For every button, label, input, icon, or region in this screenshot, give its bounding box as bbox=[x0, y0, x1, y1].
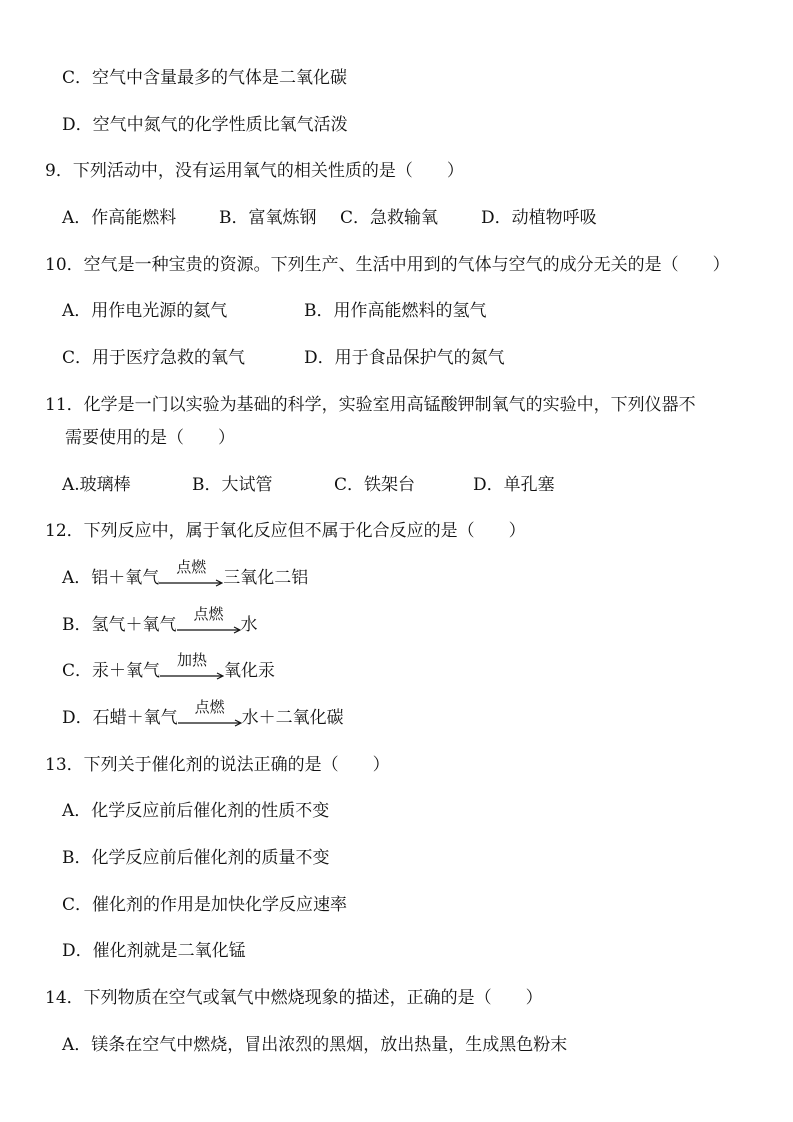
q12-c-products: 氧化汞 bbox=[224, 661, 276, 681]
reaction-arrow bbox=[160, 651, 224, 682]
right-arrow-icon bbox=[178, 719, 242, 727]
q12-d-reactants: D．石蜡＋氧气 bbox=[62, 708, 178, 728]
q11-option-a: A.玻璃棒 bbox=[62, 475, 131, 495]
reaction-condition: 点燃 bbox=[193, 605, 224, 623]
q12-b-products: 水 bbox=[240, 615, 258, 635]
right-arrow-icon bbox=[177, 626, 241, 634]
q10-option-c: C．用于医疗急救的氧气 bbox=[62, 348, 246, 368]
q12-option-c bbox=[62, 651, 276, 682]
right-arrow-icon bbox=[160, 672, 224, 680]
reaction-condition: 点燃 bbox=[194, 698, 225, 716]
q12-b-reactants: B．氢气＋氧气 bbox=[62, 615, 177, 635]
reaction-arrow bbox=[159, 558, 223, 589]
q12-a-reactants: A．铝＋氧气 bbox=[62, 568, 160, 588]
q10-options-row1 bbox=[62, 300, 762, 322]
q9-option-b: B．富氧炼钢 bbox=[219, 208, 317, 228]
q8-option-c: C．空气中含量最多的气体是二氧化碳 bbox=[62, 68, 348, 88]
reaction-condition: 加热 bbox=[177, 651, 208, 669]
q13-option-d: D．催化剂就是二氧化锰 bbox=[62, 941, 246, 961]
q11-option-d: D．单孔塞 bbox=[473, 475, 555, 495]
q9-option-d: D．动植物呼吸 bbox=[481, 208, 597, 228]
q13-option-b: B．化学反应前后催化剂的质量不变 bbox=[62, 848, 330, 868]
q10-options-row2 bbox=[62, 347, 762, 369]
q10-stem: 10．空气是一种宝贵的资源。下列生产、生活中用到的气体与空气的成分无关的是（ ） bbox=[45, 255, 730, 275]
q13-stem: 13．下列关于催化剂的说法正确的是（ ） bbox=[45, 755, 390, 775]
q10-option-b: B．用作高能燃料的氢气 bbox=[304, 301, 487, 321]
q14-stem: 14．下列物质在空气或氧气中燃烧现象的描述，正确的是（ ） bbox=[45, 988, 543, 1008]
q12-option-b bbox=[62, 605, 258, 636]
q11-stem-line1: 11．化学是一门以实验为基础的科学，实验室用高锰酸钾制氧气的实验中，下列仪器不 bbox=[45, 395, 696, 415]
right-arrow-icon bbox=[159, 579, 223, 587]
q12-d-products: 水＋二氧化碳 bbox=[241, 708, 344, 728]
q12-stem: 12．下列反应中，属于氧化反应但不属于化合反应的是（ ） bbox=[45, 521, 526, 541]
q11-option-c: C．铁架台 bbox=[334, 475, 416, 495]
q12-option-d bbox=[62, 698, 344, 729]
q11-options bbox=[62, 474, 762, 496]
q10-option-a: A．用作电光源的氦气 bbox=[62, 301, 228, 321]
q11-stem-line2: 需要使用的是（ ） bbox=[65, 428, 235, 448]
q13-option-a: A．化学反应前后催化剂的性质不变 bbox=[62, 801, 330, 821]
q9-option-c: C．急救输氧 bbox=[340, 208, 439, 228]
q11-option-b: B．大试管 bbox=[192, 475, 273, 495]
q9-options bbox=[62, 207, 762, 229]
q8-option-d: D．空气中氮气的化学性质比氧气活泼 bbox=[62, 115, 348, 135]
reaction-arrow bbox=[177, 605, 241, 636]
q10-option-d: D．用于食品保护气的氮气 bbox=[304, 348, 505, 368]
q9-stem: 9．下列活动中，没有运用氧气的相关性质的是（ ） bbox=[45, 161, 464, 181]
q14-option-a: A．镁条在空气中燃烧，冒出浓烈的黑烟，放出热量，生成黑色粉末 bbox=[62, 1035, 568, 1055]
q12-c-reactants: C．汞＋氧气 bbox=[62, 661, 161, 681]
q13-option-c: C．催化剂的作用是加快化学反应速率 bbox=[62, 895, 348, 915]
q12-option-a bbox=[62, 558, 309, 589]
reaction-condition: 点燃 bbox=[176, 558, 207, 576]
reaction-arrow bbox=[178, 698, 242, 729]
q9-option-a: A．作高能燃料 bbox=[62, 208, 177, 228]
q12-a-products: 三氧化二铝 bbox=[223, 568, 309, 588]
